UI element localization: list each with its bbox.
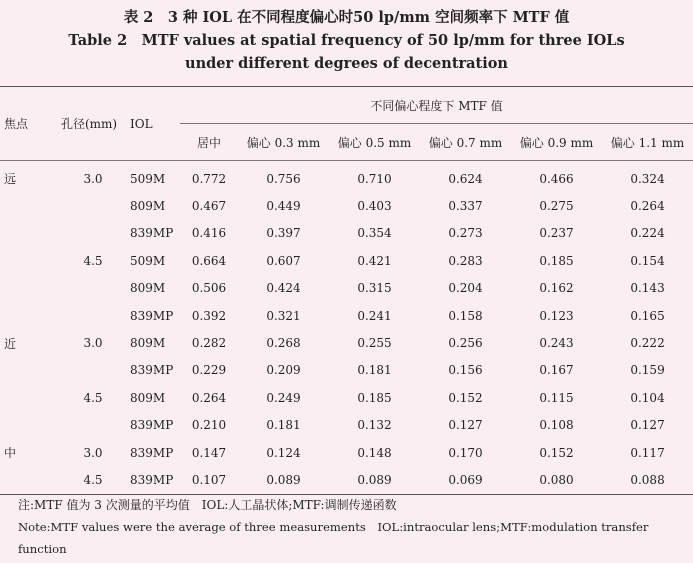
caption-english-line-1: Table 2 MTF values at spatial frequency of 50 lp/mm for three IOLs (68, 32, 625, 49)
cell-mtf-value: 0.273 (448, 226, 483, 241)
cell-aperture: 4.5 (83, 253, 103, 268)
cell-mtf-value: 0.229 (191, 363, 227, 378)
cell-aperture: 4.5 (50, 466, 128, 494)
table-row (0, 220, 693, 247)
cell-iol: 509M (130, 253, 166, 268)
table-row (0, 412, 693, 439)
table-row (0, 357, 693, 384)
cell-mtf-value: 0.143 (630, 281, 665, 296)
note-english: Note:MTF values were the average of three measurements IOL:intraocular lens;MTF:modulation transfer function (18, 520, 649, 556)
cell-mtf-value: 0.397 (266, 226, 301, 241)
header-col-decenter-1-1: 偏心 1.1 mm (602, 124, 693, 161)
table-row (0, 161, 693, 192)
cell-mtf-value: 0.224 (630, 226, 665, 241)
cell-mtf-value: 0.181 (266, 418, 301, 433)
cell-aperture: 4.5 (83, 390, 103, 405)
cell-mtf-value: 0.283 (448, 253, 483, 268)
cell-mtf-value: 0.710 (357, 171, 392, 186)
cell-mtf-value: 0.321 (266, 308, 301, 323)
cell-focus (0, 275, 50, 302)
cell-focus: 远 (4, 172, 17, 187)
cell-focus (0, 412, 50, 439)
cell-mtf-value: 0.117 (630, 445, 665, 460)
cell-iol: 509M (130, 171, 166, 186)
cell-mtf-value: 0.222 (630, 336, 665, 351)
cell-mtf-value: 0.241 (357, 308, 392, 323)
cell-mtf-value: 0.156 (448, 363, 483, 378)
cell-mtf-value: 0.089 (329, 466, 420, 494)
table-row (0, 384, 693, 411)
cell-mtf-value: 0.108 (539, 418, 574, 433)
cell-mtf-value: 0.181 (357, 363, 392, 378)
cell-focus (0, 220, 50, 247)
cell-mtf-value: 0.772 (191, 171, 227, 186)
cell-mtf-value: 0.147 (191, 445, 227, 460)
cell-iol: 809M (130, 281, 166, 296)
cell-aperture (50, 302, 128, 329)
cell-mtf-value: 0.115 (539, 390, 574, 405)
table-caption (0, 6, 693, 75)
cell-iol: 809M (130, 336, 166, 351)
cell-iol: 839MP (130, 226, 174, 241)
table-row (0, 247, 693, 274)
header-col-decenter-0-5: 偏心 0.5 mm (329, 124, 420, 161)
cell-mtf-value: 0.466 (539, 171, 574, 186)
cell-mtf-value: 0.354 (357, 226, 392, 241)
caption-chinese: 表 2 3 种 IOL 在不同程度偏心时50 lp/mm 空间频率下 MTF 值 (123, 9, 570, 26)
cell-mtf-value: 0.243 (539, 336, 574, 351)
cell-mtf-value: 0.069 (420, 466, 511, 494)
cell-focus (0, 192, 50, 219)
table-notes (0, 494, 693, 560)
cell-aperture (50, 357, 128, 384)
cell-mtf-value: 0.264 (191, 390, 227, 405)
header-col-decenter-0-9: 偏心 0.9 mm (511, 124, 602, 161)
header-col-centered: 居中 (180, 124, 238, 161)
cell-iol: 839MP (128, 466, 180, 494)
cell-mtf-value: 0.392 (191, 308, 227, 323)
cell-mtf-value: 0.148 (357, 445, 392, 460)
cell-mtf-value: 0.210 (191, 418, 227, 433)
cell-mtf-value: 0.324 (630, 171, 665, 186)
cell-mtf-value: 0.170 (448, 445, 483, 460)
caption-english-line-2: under different degrees of decentration (185, 55, 508, 72)
table-row (0, 275, 693, 302)
cell-focus: 近 (4, 336, 17, 351)
header-aperture: 孔径(mm) (50, 87, 128, 161)
cell-mtf-value: 0.185 (357, 390, 392, 405)
cell-mtf-value: 0.154 (630, 253, 665, 268)
cell-iol: 839MP (130, 363, 174, 378)
table-row (0, 302, 693, 329)
cell-mtf-value: 0.624 (448, 171, 483, 186)
header-iol: IOL (128, 87, 180, 161)
cell-mtf-value: 0.165 (630, 308, 665, 323)
cell-iol: 809M (130, 390, 166, 405)
header-focus: 焦点 (0, 87, 50, 161)
cell-aperture: 3.0 (83, 336, 103, 351)
cell-focus (0, 357, 50, 384)
cell-mtf-value: 0.127 (630, 418, 665, 433)
cell-aperture (50, 220, 128, 247)
cell-mtf-value: 0.162 (539, 281, 574, 296)
cell-mtf-value: 0.237 (539, 226, 574, 241)
cell-mtf-value: 0.249 (266, 390, 301, 405)
cell-mtf-value: 0.264 (630, 199, 665, 214)
cell-aperture (50, 275, 128, 302)
cell-mtf-value: 0.159 (630, 363, 665, 378)
cell-mtf-value: 0.282 (191, 336, 227, 351)
note-chinese: 注:MTF 值为 3 次测量的平均值 IOL:人工晶状体;MTF:调制传递函数 (18, 498, 397, 512)
cell-mtf-value: 0.337 (448, 199, 483, 214)
mtf-table (0, 86, 693, 495)
header-mtf-group: 不同偏心程度下 MTF 值 (180, 87, 693, 124)
cell-mtf-value: 0.506 (191, 281, 227, 296)
cell-mtf-value: 0.756 (266, 171, 301, 186)
cell-focus: 中 (4, 446, 17, 461)
cell-mtf-value: 0.107 (180, 466, 238, 494)
cell-aperture (50, 412, 128, 439)
header-col-decenter-0-3: 偏心 0.3 mm (238, 124, 329, 161)
cell-iol: 839MP (130, 308, 174, 323)
cell-mtf-value: 0.449 (266, 199, 301, 214)
cell-mtf-value: 0.104 (630, 390, 665, 405)
cell-mtf-value: 0.255 (357, 336, 392, 351)
cell-iol: 809M (130, 199, 166, 214)
cell-mtf-value: 0.209 (266, 363, 301, 378)
cell-mtf-value: 0.185 (539, 253, 574, 268)
cell-mtf-value: 0.088 (602, 466, 693, 494)
cell-mtf-value: 0.403 (357, 199, 392, 214)
cell-mtf-value: 0.127 (448, 418, 483, 433)
cell-mtf-value: 0.123 (539, 308, 574, 323)
cell-mtf-value: 0.080 (511, 466, 602, 494)
cell-mtf-value: 0.167 (539, 363, 574, 378)
table-row (0, 439, 693, 466)
cell-mtf-value: 0.467 (191, 199, 227, 214)
cell-mtf-value: 0.424 (266, 281, 301, 296)
cell-focus (0, 384, 50, 411)
cell-iol: 839MP (130, 418, 174, 433)
cell-focus (0, 466, 50, 494)
cell-focus (0, 302, 50, 329)
cell-mtf-value: 0.607 (266, 253, 301, 268)
cell-mtf-value: 0.416 (191, 226, 227, 241)
table-row (0, 466, 693, 494)
cell-mtf-value: 0.664 (191, 253, 227, 268)
cell-mtf-value: 0.158 (448, 308, 483, 323)
cell-mtf-value: 0.089 (238, 466, 329, 494)
cell-mtf-value: 0.275 (539, 199, 574, 214)
cell-mtf-value: 0.268 (266, 336, 301, 351)
cell-mtf-value: 0.315 (357, 281, 392, 296)
header-col-decenter-0-7: 偏心 0.7 mm (420, 124, 511, 161)
cell-mtf-value: 0.204 (448, 281, 483, 296)
cell-mtf-value: 0.124 (266, 445, 301, 460)
cell-mtf-value: 0.152 (448, 390, 483, 405)
cell-mtf-value: 0.256 (448, 336, 483, 351)
table-row (0, 329, 693, 356)
cell-iol: 839MP (130, 445, 174, 460)
cell-aperture (50, 192, 128, 219)
cell-mtf-value: 0.152 (539, 445, 574, 460)
table-row (0, 192, 693, 219)
cell-mtf-value: 0.132 (357, 418, 392, 433)
cell-aperture: 3.0 (83, 171, 103, 186)
cell-mtf-value: 0.421 (357, 253, 392, 268)
cell-aperture: 3.0 (83, 445, 103, 460)
table-body (0, 161, 693, 494)
cell-focus (0, 247, 50, 274)
